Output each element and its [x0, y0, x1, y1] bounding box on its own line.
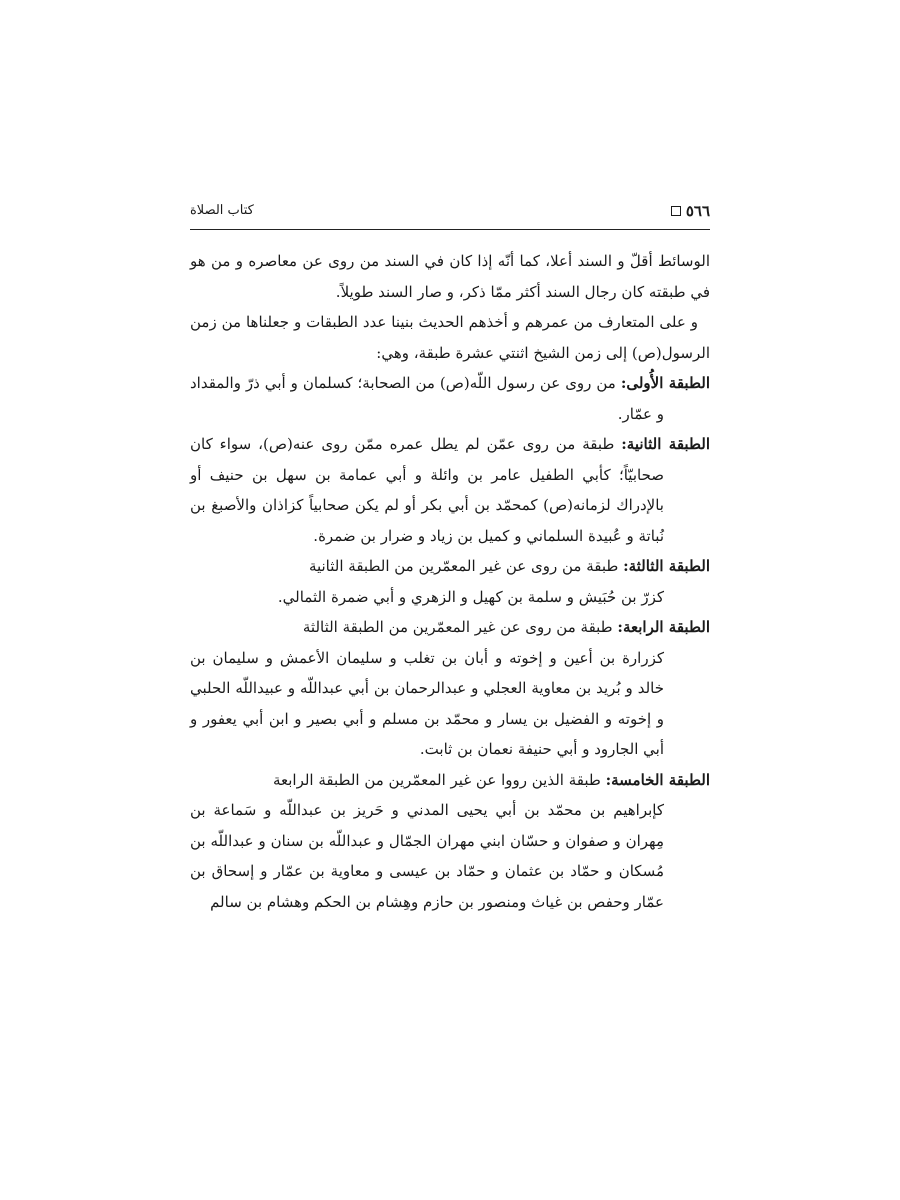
tabaqa-5-text: طبقة الذين رووا عن غير المعمّرين من الطبقة الرابعة — [272, 770, 606, 789]
running-head-container — [190, 198, 710, 224]
tabaqa-4-continuation: كزرارة بن أعين و إخوته و أبان بن تغلب و سليمان الأعمش و سليمان بن خالد و بُريد بن معاوية العجلي و عبدالرحمان بن أبي عبداللّه و عبيداللّه الحلبي و إخوته و الفضيل بن يسار و محمّد بن مسلم و أبي بصير و ابن أبي يعفور و أبي الجارود و أبي حنيفة نعمان بن ثابت. — [190, 648, 664, 758]
tabaqa-3-heading: الطبقة الثالثة: — [623, 557, 710, 575]
tabaqa-5 — [190, 765, 710, 796]
tabaqa-1-heading: الطبقة الأُولى: — [620, 374, 711, 392]
tabaqa-3-continuation: كزرّ بن حُبَيش و سلمة بن كهيل و الزهري و أبي ضمرة الثمالي. — [277, 587, 664, 606]
intro-paragraph-2: و على المتعارف من عمرهم و أخذهم الحديث بنينا عدد الطبقات و جعلناها من زمن الرسول(ص) إلى زمن الشيخ اثنتي عشرة طبقة، وهي: — [190, 313, 710, 362]
tabaqa-2 — [190, 429, 710, 551]
page-number: ٥٦٦ — [685, 202, 710, 220]
tabaqa-1 — [190, 368, 710, 429]
page-number-group — [671, 202, 710, 220]
header-rule — [190, 229, 710, 230]
page-body — [190, 246, 710, 917]
tabaqa-1-text: من روى عن رسول اللّه(ص) من الصحابة؛ كسلمان و أبي ذرّ والمقداد و عمّار. — [190, 374, 664, 423]
tabaqa-5-heading: الطبقة الخامسة: — [605, 770, 710, 789]
tabaqa-2-heading: الطبقة الثانية: — [621, 435, 710, 453]
book-title: كتاب الصلاة — [190, 203, 254, 218]
tabaqa-2-text: طبقة من روى عمّن لم يطل عمره ممّن روى عنه(ص)، سواء كان صحابيّاً؛ كأبي الطفيل عامر بن وائلة و أبي عمامة بن سهل بن حنيف أو بالإدراك لزمانه(ص) كمحمّد بن أبي بكر أو لم يكن صحابياً كزاذان والأصبغ بن نُباتة و عُبيدة السلماني و كميل بن زياد و ضرار بن ضمرة. — [190, 435, 664, 545]
tabaqa-5-continuation: كإبراهيم بن محمّد بن أبي يحيى المدني و حَريز بن عبداللّه و سَماعة بن مِهران و صفوان و حسّان ابني مهران الجمّال و عبداللّه بن سنان و عبداللّه بن مُسكان و حمّاد بن عثمان و حمّاد بن عيسى و معاوية بن عمّار و إسحاق بن عمّار وحفص بن غياث ومنصور بن حازم وهِشام بن الحكم وهشام بن سالم — [190, 801, 664, 911]
tabaqa-4-text: طبقة من روى عن غير المعمّرين من الطبقة الثالثة — [302, 618, 618, 636]
running-head — [190, 198, 710, 224]
intro-paragraph-1: الوسائط أقلّ و السند أعلا، كما أنّه إذا كان في السند من روى عن معاصره و من هو في طبقته كان رجال السند أكثر ممّا ذكر، و صار السند طويلاً. — [190, 252, 710, 301]
tabaqa-3 — [190, 551, 710, 582]
square-outline-icon — [671, 206, 681, 216]
tabaqa-3-text: طبقة من روى عن غير المعمّرين من الطبقة الثانية — [308, 557, 624, 575]
tabaqa-4-heading: الطبقة الرابعة: — [617, 618, 710, 636]
tabaqa-4 — [190, 612, 710, 643]
